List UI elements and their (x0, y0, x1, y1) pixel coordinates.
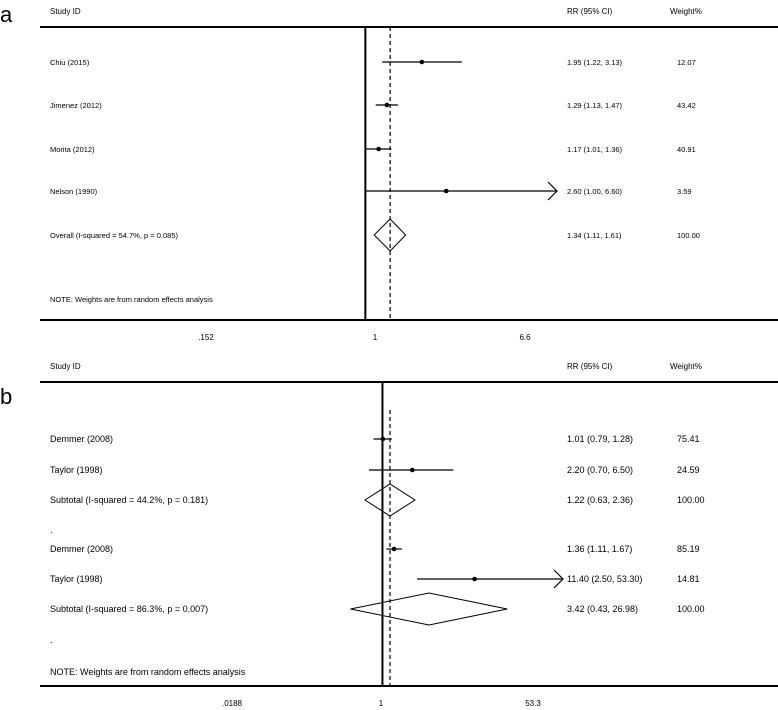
panel-a-row-4-rr-text: 1.34 (1.11, 1.61) (567, 231, 622, 240)
panel-a-tick-label-0: .152 (198, 333, 214, 342)
panel-a-header-weight: Weight% (670, 7, 702, 16)
panel-b-row-0-rr-text: 1.01 (0.79, 1.28) (567, 434, 634, 444)
panel-a-tick-label-2: 6.6 (519, 333, 531, 342)
panel-b-row-4-weight: 85.19 (677, 544, 700, 554)
panel-b-row-1-weight: 24.59 (677, 465, 700, 475)
panel-b-row-2-rr-text: 1.22 (0.63, 2.36) (567, 495, 634, 505)
panel-b-tick-label-1: 1 (378, 699, 384, 708)
panel-b-row-6-study-label: Subtotal (I-squared = 86.3%, p = 0.007) (50, 604, 209, 614)
panel-a-row-0-weight: 12.07 (677, 58, 696, 67)
panel-b-tick-label-0: .0188 (221, 699, 243, 708)
panel-b-header-weight: Weight% (670, 362, 702, 371)
panel-b-row-4-rr-text: 1.36 (1.11, 1.67) (567, 544, 633, 554)
panel-b-row-2-weight: 100.00 (677, 495, 705, 505)
panel-a-row-3-weight: 3.59 (677, 187, 692, 196)
panel-b-row-0-point-estimate (381, 437, 386, 442)
panel-b-header-study: Study ID (50, 362, 81, 371)
panel-b-row-4-study-label: Demmer (2008) (50, 544, 114, 554)
panel-a-header-study: Study ID (50, 7, 81, 16)
panel-a-header-rr: RR (95% CI) (567, 7, 613, 16)
panel-b-row-3-study-label: . (50, 525, 53, 535)
panel-a-tick-label-1: 1 (372, 333, 378, 342)
panel-a-row-0-rr-text: 1.95 (1.22, 3.13) (567, 58, 623, 67)
panel-b-row-1-point-estimate (410, 468, 415, 473)
panel-b-tick-label-2: 53.3 (525, 699, 541, 708)
panel-a-row-4-weight: 100.00 (677, 231, 700, 240)
panel-a-label: a (0, 2, 13, 27)
panel-b-row-0-weight: 75.41 (677, 434, 700, 444)
panel-a-row-4-study-label: Overall (I-squared = 54.7%, p = 0.085) (50, 231, 178, 240)
panel-a-row-3-study-label: Nelson (1990) (50, 187, 98, 196)
panel-b-row-0-study-label: Demmer (2008) (50, 434, 114, 444)
panel-b-row-5-study-label: Taylor (1998) (50, 574, 103, 584)
panel-b-header-rr: RR (95% CI) (567, 362, 613, 371)
panel-a-row-3-point-estimate (444, 189, 449, 194)
panel-a-row-2-point-estimate (376, 147, 381, 152)
panel-b-note: NOTE: Weights are from random effects analysis (50, 667, 246, 677)
panel-a-row-2-weight: 40.91 (677, 145, 696, 154)
panel-a-row-3-rr-text: 2.60 (1.00, 6.60) (567, 187, 623, 196)
panel-b-row-6-rr-text: 3.42 (0.43, 26.98) (567, 604, 639, 614)
panel-a-row-0-point-estimate (420, 60, 425, 65)
panel-a-row-1-study-label: Jimenez (2012) (50, 101, 102, 110)
panel-b-row-2-study-label: Subtotal (I-squared = 44.2%, p = 0.181) (50, 495, 209, 505)
panel-b-row-1-rr-text: 2.20 (0.70, 6.50) (567, 465, 634, 475)
panel-b-label: b (0, 384, 13, 409)
panel-a-row-1-weight: 43.42 (677, 101, 696, 110)
panel-a-row-2-study-label: Morita (2012) (50, 145, 95, 154)
panel-a-row-0-study-label: Chiu (2015) (50, 58, 90, 67)
panel-a-row-1-point-estimate (385, 103, 390, 108)
panel-a-row-1-rr-text: 1.29 (1.13, 1.47) (567, 101, 623, 110)
panel-b-row-7-study-label: . (50, 635, 53, 645)
panel-b-row-1-study-label: Taylor (1998) (50, 465, 103, 475)
panel-b-row-5-weight: 14.81 (677, 574, 700, 584)
panel-b-row-6-weight: 100.00 (677, 604, 705, 614)
panel-b-row-6-pooled-diamond (351, 593, 508, 625)
panel-a-note: NOTE: Weights are from random effects analysis (50, 295, 213, 304)
panel-b-row-5-point-estimate (472, 577, 477, 582)
panel-b-row-5-rr-text: 11.40 (2.50, 53.30) (567, 574, 643, 584)
panel-a-row-2-rr-text: 1.17 (1.01, 1.36) (567, 145, 623, 154)
panel-b-row-4-point-estimate (392, 547, 397, 552)
